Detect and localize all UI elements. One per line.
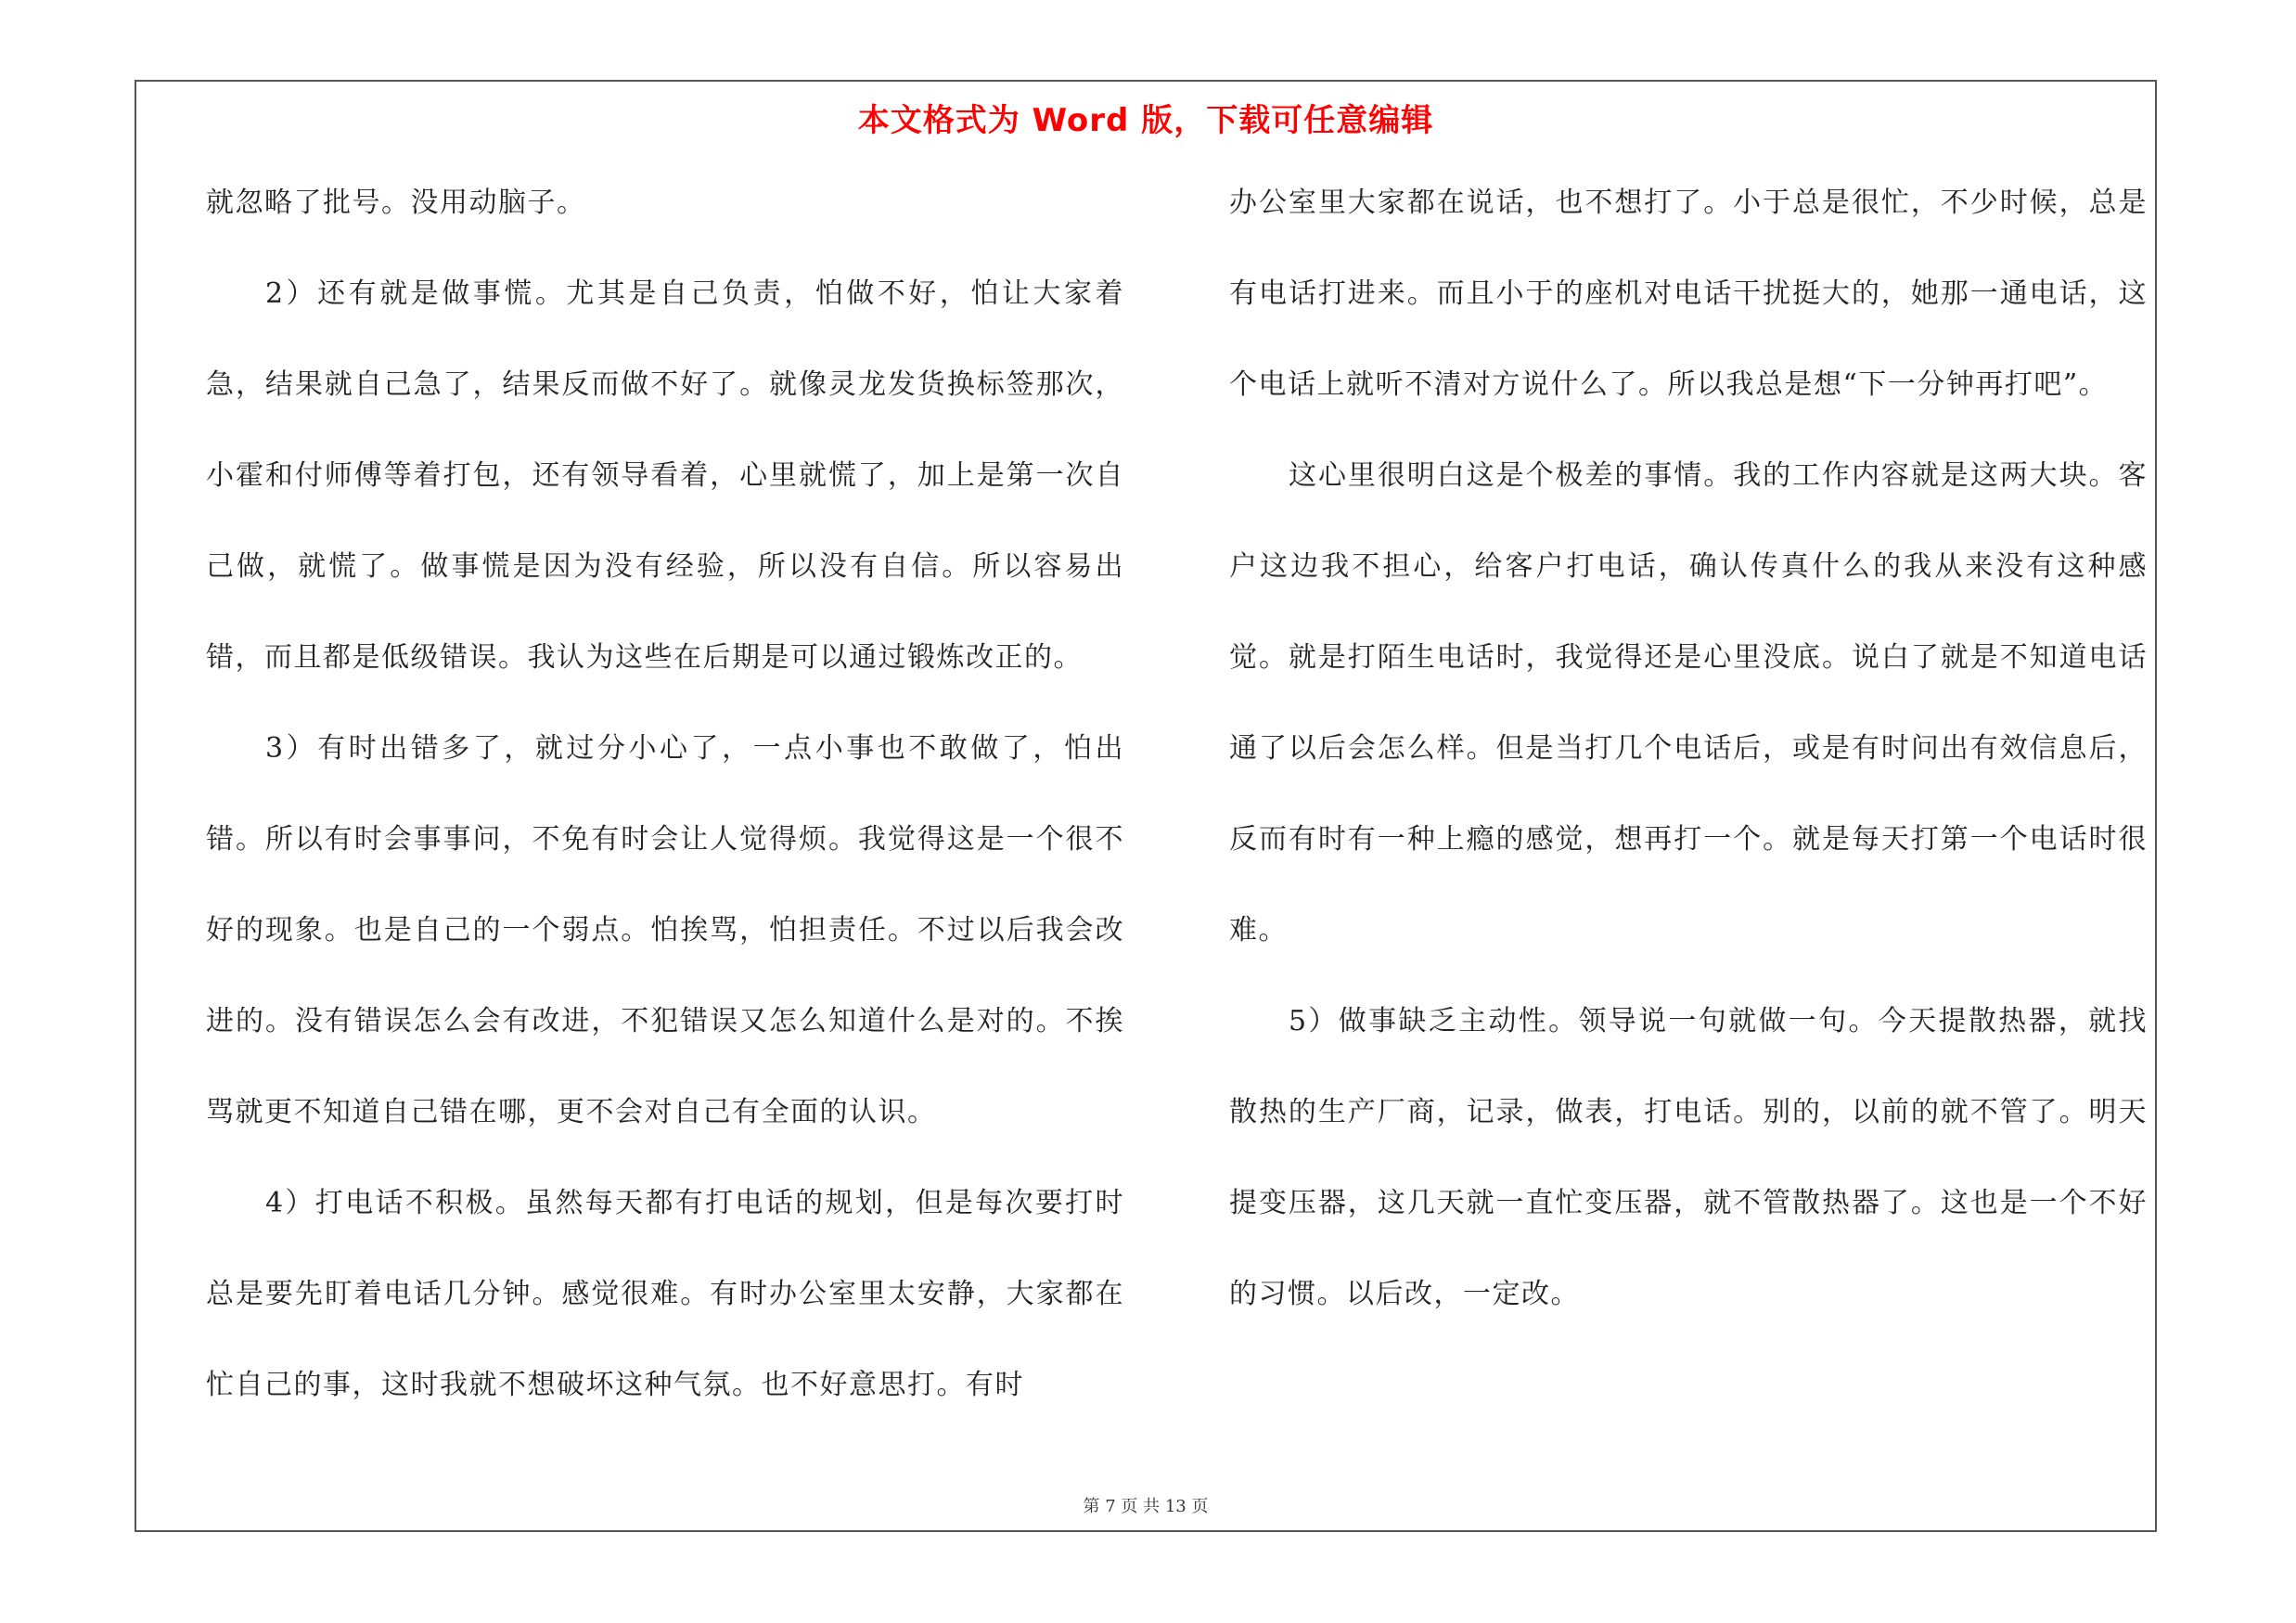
paragraph-item-2: 2）还有就是做事慌。尤其是自己负责，怕做不好，怕让大家着急，结果就自己急了，结果反而做不好了。就像灵龙发货换标签那次，小霍和付师傅等着打包，还有领导看着，心里就慌了，加上是第一次自己做，就慌了。做事慌是因为没有经验，所以没有自信。所以容易出错，而且都是低级错误。我认为这些在后期是可以通过锻炼改正的。 [206, 277, 1124, 674]
document-header-title: 本文格式为 Word 版，下载可任意编辑 [857, 102, 1434, 139]
page-frame [135, 80, 2157, 1532]
page-number-label: 第 7 页 共 13 页 [1083, 1497, 1209, 1516]
paragraph-item-5: 5）做事缺乏主动性。领导说一句就做一句。今天提散热器，就找散热的生产厂商，记录，做表，打电话。别的，以前的就不管了。明天提变压器，这几天就一直忙变压器，就不管散热器了。这也是一个不好的习惯。以后改，一定改。 [1229, 1005, 2148, 1310]
paragraph-item-4-continued: 办公室里大家都在说话，也不想打了。小于总是很忙，不少时候，总是有电话打进来。而且小于的座机对电话干扰挺大的，她那一通电话，这个电话上就听不清对方说什么了。所以我总是想“下一分钟再打吧”。 [1229, 187, 2148, 401]
paragraph-item-3: 3）有时出错多了，就过分小心了，一点小事也不敢做了，怕出错。所以有时会事事问，不免有时会让人觉得烦。我觉得这是一个很不好的现象。也是自己的一个弱点。怕挨骂，怕担责任。不过以后我会改进的。没有错误怎么会有改进，不犯错误又怎么知道什么是对的。不挨骂就更不知道自己错在哪，更不会对自己有全面的认识。 [206, 732, 1124, 1128]
page-footer [136, 1493, 2155, 1521]
paragraph-continuation: 就忽略了批号。没用动脑子。 [206, 187, 586, 219]
paragraph-work-content: 这心里很明白这是个极差的事情。我的工作内容就是这两大块。客户这边我不担心，给客户打电话，确认传真什么的我从来没有这种感觉。就是打陌生电话时，我觉得还是心里没底。说白了就是不知道电话通了以后会怎么样。但是当打几个电话后，或是有时问出有效信息后，反而有时有一种上瘾的感觉，想再打一个。就是每天打第一个电话时很难。 [1229, 459, 2148, 947]
paragraph-item-4: 4）打电话不积极。虽然每天都有打电话的规划，但是每次要打时总是要先盯着电话几分钟。感觉很难。有时办公室里太安静，大家都在忙自己的事，这时我就不想破坏这种气氛。也不好意思打。有时 [206, 1187, 1124, 1401]
right-text-column [1229, 158, 2148, 1340]
left-text-column [206, 158, 1124, 1431]
